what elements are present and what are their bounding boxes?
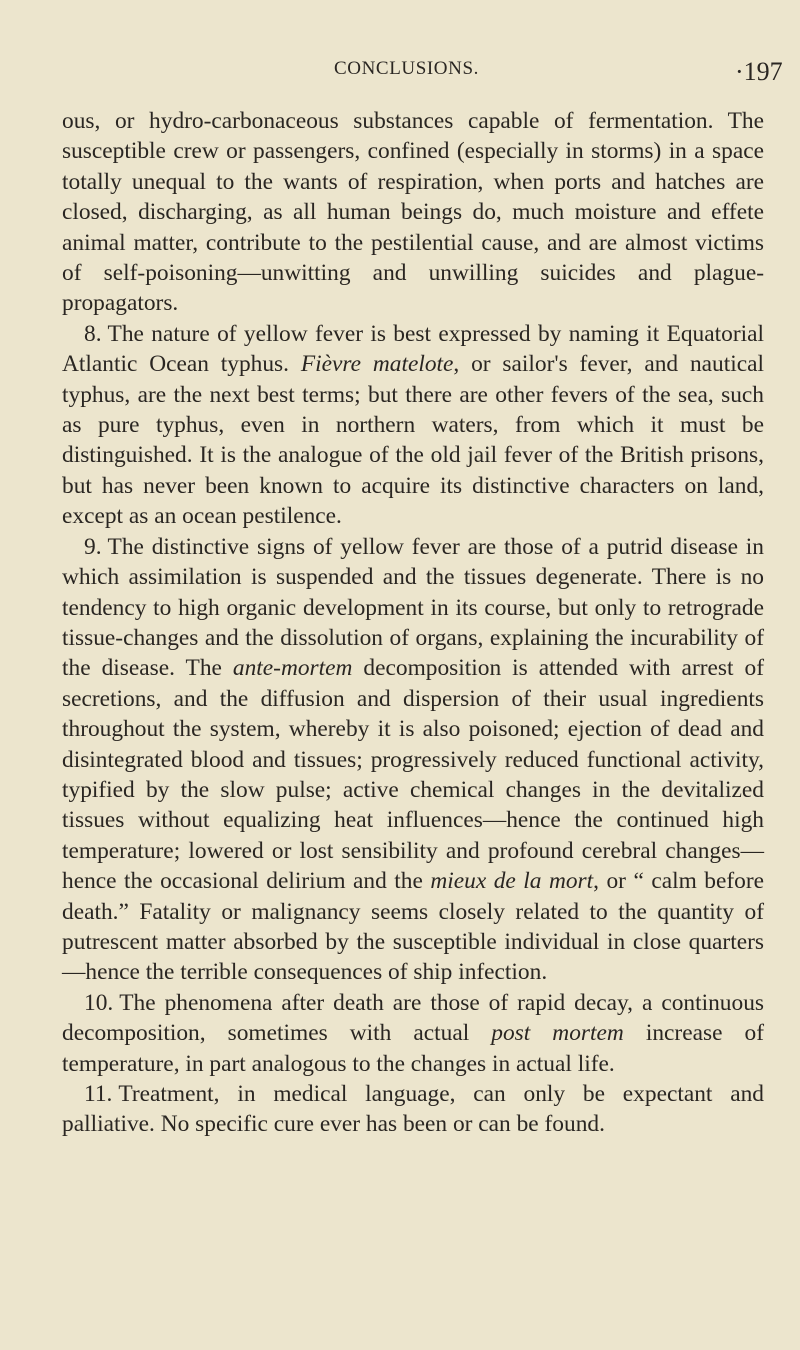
body-text bbox=[62, 106, 764, 1140]
italic-phrase: ante-mortem bbox=[232, 655, 353, 682]
text-run: , or “ calm before death.” Fatality or malignancy seems closely related to the quantity of putrescent matter absorbed by the susceptible individual in close quarters—hence the terrible consequences of ship infection. bbox=[62, 868, 764, 986]
text-run: ous, or hydro-carbonaceous substances capable of fermentation. The susceptible crew or passengers, confined (especially in storms) in a space totally unequal to the wants of respiration, when ports and hatches are closed, discharging, as all human beings do, much moisture and effete animal matter, contribute to the pestilential cause, and are almost victims of self-poisoning—unwitting and unwilling suicides and plague-propagators. bbox=[62, 108, 764, 317]
paragraph bbox=[62, 319, 764, 532]
text-run: , or sailor's fever, and nautical typhus, are the next best terms; but there are other fevers of the sea, such as pure typhus, even in northern waters, from which it must be distinguished. It is the analogue of the old jail fever of the British prisons, but has never been known to acquire its distinctive characters on land, except as an ocean pestilence. bbox=[62, 351, 764, 530]
paragraph-number: 8. bbox=[84, 320, 102, 347]
text-run: increase of temperature, in part analogous to the changes in actual life. bbox=[62, 1020, 764, 1077]
paragraph bbox=[62, 532, 764, 988]
running-title: CONCLUSIONS. bbox=[334, 58, 479, 79]
paragraph bbox=[62, 1079, 764, 1140]
paragraph-number: 11. bbox=[84, 1081, 113, 1107]
paragraph-number: 10. bbox=[84, 989, 114, 1016]
text-run: The phenomena after death are those of rapid decay, a continuous decomposition, sometimes with actual bbox=[62, 989, 764, 1047]
paragraph bbox=[62, 106, 764, 319]
page-number-value: 197 bbox=[743, 57, 783, 86]
text-run: The nature of yellow fever is best expressed by naming it Equatorial Atlantic Ocean typhus. bbox=[62, 320, 764, 378]
text-run: The distinctive signs of yellow fever are those of a putrid disease in which assimilation is suspended and the tissues degenerate. There is no tendency to high organic development in its course, but only to retrograde tissue-changes and the dissolution of organs, explaining the incurability of the disease. The bbox=[62, 533, 764, 682]
paragraph-number: 9. bbox=[84, 533, 102, 560]
text-run: Treatment, in medical language, can only be expectant and palliative. No specific cure ever has been or can be found. bbox=[62, 1081, 764, 1138]
italic-phrase: Fièvre matelote bbox=[300, 351, 454, 378]
running-head bbox=[0, 58, 800, 98]
page-number: ·197 bbox=[735, 57, 783, 86]
italic-phrase: mieux de la mort bbox=[430, 868, 594, 895]
text-run: decomposition is attended with arrest of secretions, and the diffusion and dispersion of their usual ingredients throughout the system, whereby it is also poisoned; ejection of dead and disintegrated blood and tissues; progressively reduced functional activity, typified by the slow pulse; active chemical changes in the devitalized tissues without equalizing heat influences—hence the continued high temperature; lowered or lost sensibility and profound cerebral changes—hence the occasional delirium and the bbox=[62, 655, 764, 895]
italic-phrase: post mortem bbox=[491, 1020, 624, 1047]
paragraph bbox=[62, 988, 764, 1079]
